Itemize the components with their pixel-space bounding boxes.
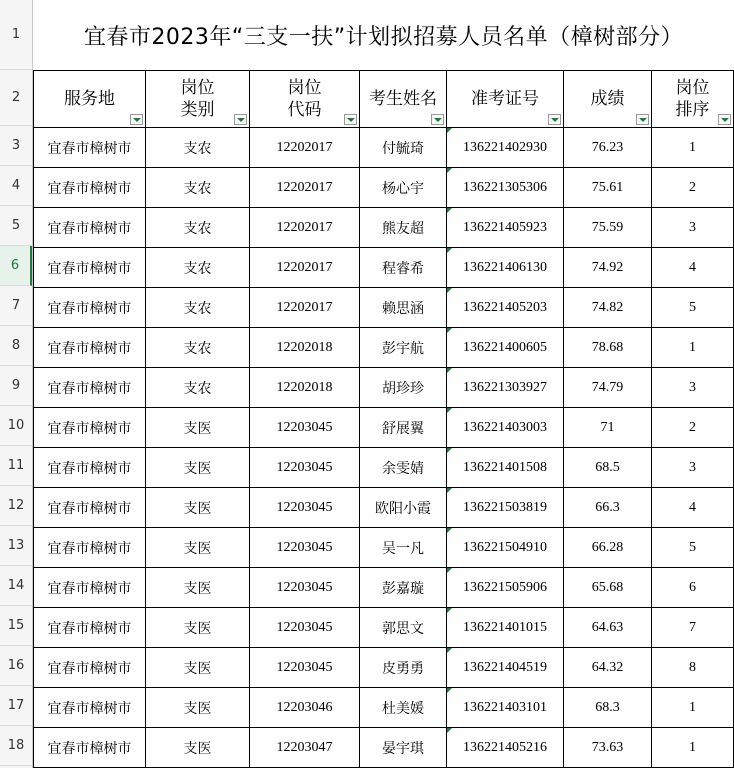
cell-code[interactable]: 12203046 (250, 688, 360, 728)
table-row (34, 688, 734, 728)
cell-category[interactable]: 支医 (146, 448, 250, 488)
cell-name[interactable]: 付毓琦 (360, 128, 447, 168)
cell-code[interactable]: 12203045 (250, 528, 360, 568)
cell-exam-no[interactable]: 136221305306 (447, 168, 564, 208)
cell-name[interactable]: 彭宇航 (360, 328, 447, 368)
row-number[interactable]: 3 (0, 126, 32, 166)
table-row (34, 648, 734, 688)
cell-category[interactable]: 支农 (146, 288, 250, 328)
row-number[interactable]: 14 (0, 566, 32, 606)
header-code-label-2: 代码 (287, 100, 322, 120)
cell-exam-no[interactable]: 136221504910 (447, 528, 564, 568)
cell-place[interactable]: 宜春市樟树市 (34, 568, 146, 608)
cell-code[interactable]: 12202018 (250, 368, 360, 408)
cell-name[interactable]: 熊友超 (360, 208, 447, 248)
cell-rank[interactable]: 4 (652, 488, 734, 528)
header-category-label-1: 岗位 (180, 78, 215, 98)
cell-code[interactable]: 12203045 (250, 488, 360, 528)
table-row (34, 608, 734, 648)
cell-exam-no[interactable]: 136221405203 (447, 288, 564, 328)
row-number[interactable]: 6 (0, 246, 32, 286)
table-row (34, 328, 734, 368)
filter-dropdown-icon[interactable] (344, 114, 357, 125)
cell-score[interactable]: 66.3 (564, 488, 652, 528)
cell-place[interactable]: 宜春市樟树市 (34, 728, 146, 768)
cell-rank[interactable]: 1 (652, 328, 734, 368)
cell-category[interactable]: 支医 (146, 648, 250, 688)
cell-place[interactable]: 宜春市樟树市 (34, 688, 146, 728)
table-row (34, 408, 734, 448)
cell-code[interactable]: 12203047 (250, 728, 360, 768)
cell-code[interactable]: 12203045 (250, 448, 360, 488)
cell-rank[interactable]: 3 (652, 368, 734, 408)
cell-score[interactable]: 74.92 (564, 248, 652, 288)
table-row (34, 288, 734, 328)
cell-exam-no[interactable]: 136221404519 (447, 648, 564, 688)
cell-place[interactable]: 宜春市樟树市 (34, 368, 146, 408)
cell-category[interactable]: 支农 (146, 368, 250, 408)
cell-exam-no[interactable]: 136221405923 (447, 208, 564, 248)
cell-score[interactable]: 78.68 (564, 328, 652, 368)
cell-score[interactable]: 75.59 (564, 208, 652, 248)
cell-rank[interactable]: 3 (652, 208, 734, 248)
cell-rank[interactable]: 2 (652, 168, 734, 208)
cell-code[interactable]: 12203045 (250, 568, 360, 608)
filter-dropdown-icon[interactable] (718, 114, 731, 125)
cell-name[interactable]: 晏宇琪 (360, 728, 447, 768)
cell-score[interactable]: 64.63 (564, 608, 652, 648)
header-category[interactable] (146, 71, 250, 128)
cell-category[interactable]: 支医 (146, 528, 250, 568)
sheet-title[interactable]: 宜春市2023年“三支一扶”计划拟招募人员名单（樟树部分） (33, 0, 734, 71)
filter-dropdown-icon[interactable] (636, 114, 649, 125)
cell-place[interactable]: 宜春市樟树市 (34, 488, 146, 528)
filter-dropdown-icon[interactable] (130, 114, 143, 125)
cell-rank[interactable]: 6 (652, 568, 734, 608)
header-score-label: 成绩 (590, 89, 625, 109)
cell-exam-no[interactable]: 136221405216 (447, 728, 564, 768)
header-exam-no-label: 准考证号 (471, 89, 539, 109)
cell-code[interactable]: 12202017 (250, 128, 360, 168)
row-number[interactable]: 15 (0, 606, 32, 646)
cell-exam-no[interactable]: 136221401508 (447, 448, 564, 488)
cell-name[interactable]: 欧阳小霞 (360, 488, 447, 528)
cell-place[interactable]: 宜春市樟树市 (34, 208, 146, 248)
cell-score[interactable]: 76.23 (564, 128, 652, 168)
row-number[interactable]: 16 (0, 646, 32, 686)
cell-exam-no[interactable]: 136221505906 (447, 568, 564, 608)
cell-rank[interactable]: 3 (652, 448, 734, 488)
cell-name[interactable]: 赖思涵 (360, 288, 447, 328)
row-number[interactable]: 4 (0, 166, 32, 206)
cell-name[interactable]: 胡珍珍 (360, 368, 447, 408)
header-rank[interactable] (652, 71, 734, 128)
cell-rank[interactable]: 8 (652, 648, 734, 688)
cell-code[interactable]: 12203045 (250, 648, 360, 688)
table-row (34, 568, 734, 608)
cell-category[interactable]: 支医 (146, 488, 250, 528)
header-row (34, 71, 734, 128)
table-row (34, 728, 734, 768)
cell-place[interactable]: 宜春市樟树市 (34, 128, 146, 168)
cell-score[interactable]: 75.61 (564, 168, 652, 208)
row-number[interactable]: 18 (0, 726, 32, 766)
row-number[interactable]: 7 (0, 286, 32, 326)
cell-name[interactable]: 余雯婧 (360, 448, 447, 488)
table-row (34, 128, 734, 168)
cell-place[interactable]: 宜春市樟树市 (34, 648, 146, 688)
cell-name[interactable]: 杨心宇 (360, 168, 447, 208)
row-number[interactable]: 2 (0, 70, 32, 126)
cell-rank[interactable]: 1 (652, 688, 734, 728)
table-row (34, 168, 734, 208)
filter-dropdown-icon[interactable] (234, 114, 247, 125)
cell-exam-no[interactable]: 136221402930 (447, 128, 564, 168)
cell-category[interactable]: 支农 (146, 168, 250, 208)
cell-category[interactable]: 支农 (146, 208, 250, 248)
table-row (34, 248, 734, 288)
cell-place[interactable]: 宜春市樟树市 (34, 248, 146, 288)
header-place[interactable] (34, 71, 146, 128)
cell-category[interactable]: 支农 (146, 328, 250, 368)
cell-category[interactable]: 支医 (146, 728, 250, 768)
cell-exam-no[interactable]: 136221406130 (447, 248, 564, 288)
table-row (34, 488, 734, 528)
cell-name[interactable]: 杜美媛 (360, 688, 447, 728)
cell-rank[interactable]: 4 (652, 248, 734, 288)
cell-rank[interactable]: 5 (652, 288, 734, 328)
cell-rank[interactable]: 2 (652, 408, 734, 448)
row-number[interactable]: 17 (0, 686, 32, 726)
cell-name[interactable]: 皮勇勇 (360, 648, 447, 688)
cell-score[interactable]: 74.79 (564, 368, 652, 408)
cell-name[interactable]: 舒展翼 (360, 408, 447, 448)
cell-code[interactable]: 12202017 (250, 248, 360, 288)
cell-code[interactable]: 12202017 (250, 208, 360, 248)
header-place-label: 服务地 (64, 89, 115, 109)
header-code[interactable] (250, 71, 360, 128)
cell-place[interactable]: 宜春市樟树市 (34, 168, 146, 208)
cell-category[interactable]: 支医 (146, 408, 250, 448)
cell-category[interactable]: 支医 (146, 688, 250, 728)
row-number[interactable]: 8 (0, 326, 32, 366)
cell-exam-no[interactable]: 136221403003 (447, 408, 564, 448)
filter-dropdown-icon[interactable] (431, 114, 444, 125)
cell-place[interactable]: 宜春市樟树市 (34, 528, 146, 568)
cell-score[interactable]: 68.3 (564, 688, 652, 728)
cell-place[interactable]: 宜春市樟树市 (34, 448, 146, 488)
header-exam-no[interactable] (447, 71, 564, 128)
row-number[interactable]: 10 (0, 406, 32, 446)
cell-name[interactable]: 彭嘉璇 (360, 568, 447, 608)
table-row (34, 448, 734, 488)
row-number[interactable]: 13 (0, 526, 32, 566)
data-table (33, 70, 734, 768)
table-row (34, 528, 734, 568)
cell-score[interactable]: 73.63 (564, 728, 652, 768)
cell-exam-no[interactable]: 136221503819 (447, 488, 564, 528)
header-name-label: 考生姓名 (369, 89, 437, 109)
cell-score[interactable]: 65.68 (564, 568, 652, 608)
header-score[interactable] (564, 71, 652, 128)
row-number[interactable]: 5 (0, 206, 32, 246)
header-rank-label-2: 排序 (675, 100, 710, 120)
spreadsheet (33, 0, 734, 768)
cell-place[interactable]: 宜春市樟树市 (34, 328, 146, 368)
cell-name[interactable]: 程睿希 (360, 248, 447, 288)
cell-exam-no[interactable]: 136221303927 (447, 368, 564, 408)
cell-code[interactable]: 12202018 (250, 328, 360, 368)
table-row (34, 368, 734, 408)
cell-category[interactable]: 支医 (146, 568, 250, 608)
cell-rank[interactable]: 7 (652, 608, 734, 648)
row-number[interactable]: 12 (0, 486, 32, 526)
table-row (34, 208, 734, 248)
cell-code[interactable]: 12202017 (250, 168, 360, 208)
cell-exam-no[interactable]: 136221401015 (447, 608, 564, 648)
cell-name[interactable]: 郭思文 (360, 608, 447, 648)
cell-place[interactable]: 宜春市樟树市 (34, 408, 146, 448)
cell-score[interactable]: 66.28 (564, 528, 652, 568)
header-category-label-2: 类别 (180, 100, 215, 120)
cell-category[interactable]: 支医 (146, 608, 250, 648)
filter-dropdown-icon[interactable] (548, 114, 561, 125)
cell-score[interactable]: 68.5 (564, 448, 652, 488)
cell-exam-no[interactable]: 136221400605 (447, 328, 564, 368)
cell-rank[interactable]: 5 (652, 528, 734, 568)
cell-code[interactable]: 12203045 (250, 408, 360, 448)
cell-score[interactable]: 64.32 (564, 648, 652, 688)
cell-exam-no[interactable]: 136221403101 (447, 688, 564, 728)
cell-place[interactable]: 宜春市樟树市 (34, 288, 146, 328)
cell-category[interactable]: 支农 (146, 248, 250, 288)
header-rank-label-1: 岗位 (675, 78, 710, 98)
row-number[interactable]: 9 (0, 366, 32, 406)
cell-category[interactable]: 支农 (146, 128, 250, 168)
row-number[interactable]: 11 (0, 446, 32, 486)
cell-rank[interactable]: 1 (652, 128, 734, 168)
cell-rank[interactable]: 1 (652, 728, 734, 768)
cell-name[interactable]: 吴一凡 (360, 528, 447, 568)
cell-code[interactable]: 12202017 (250, 288, 360, 328)
cell-code[interactable]: 12203045 (250, 608, 360, 648)
cell-place[interactable]: 宜春市樟树市 (34, 608, 146, 648)
row-number[interactable]: 1 (0, 0, 32, 70)
cell-score[interactable]: 74.82 (564, 288, 652, 328)
cell-score[interactable]: 71 (564, 408, 652, 448)
header-name[interactable] (360, 71, 447, 128)
header-code-label-1: 岗位 (287, 78, 322, 98)
